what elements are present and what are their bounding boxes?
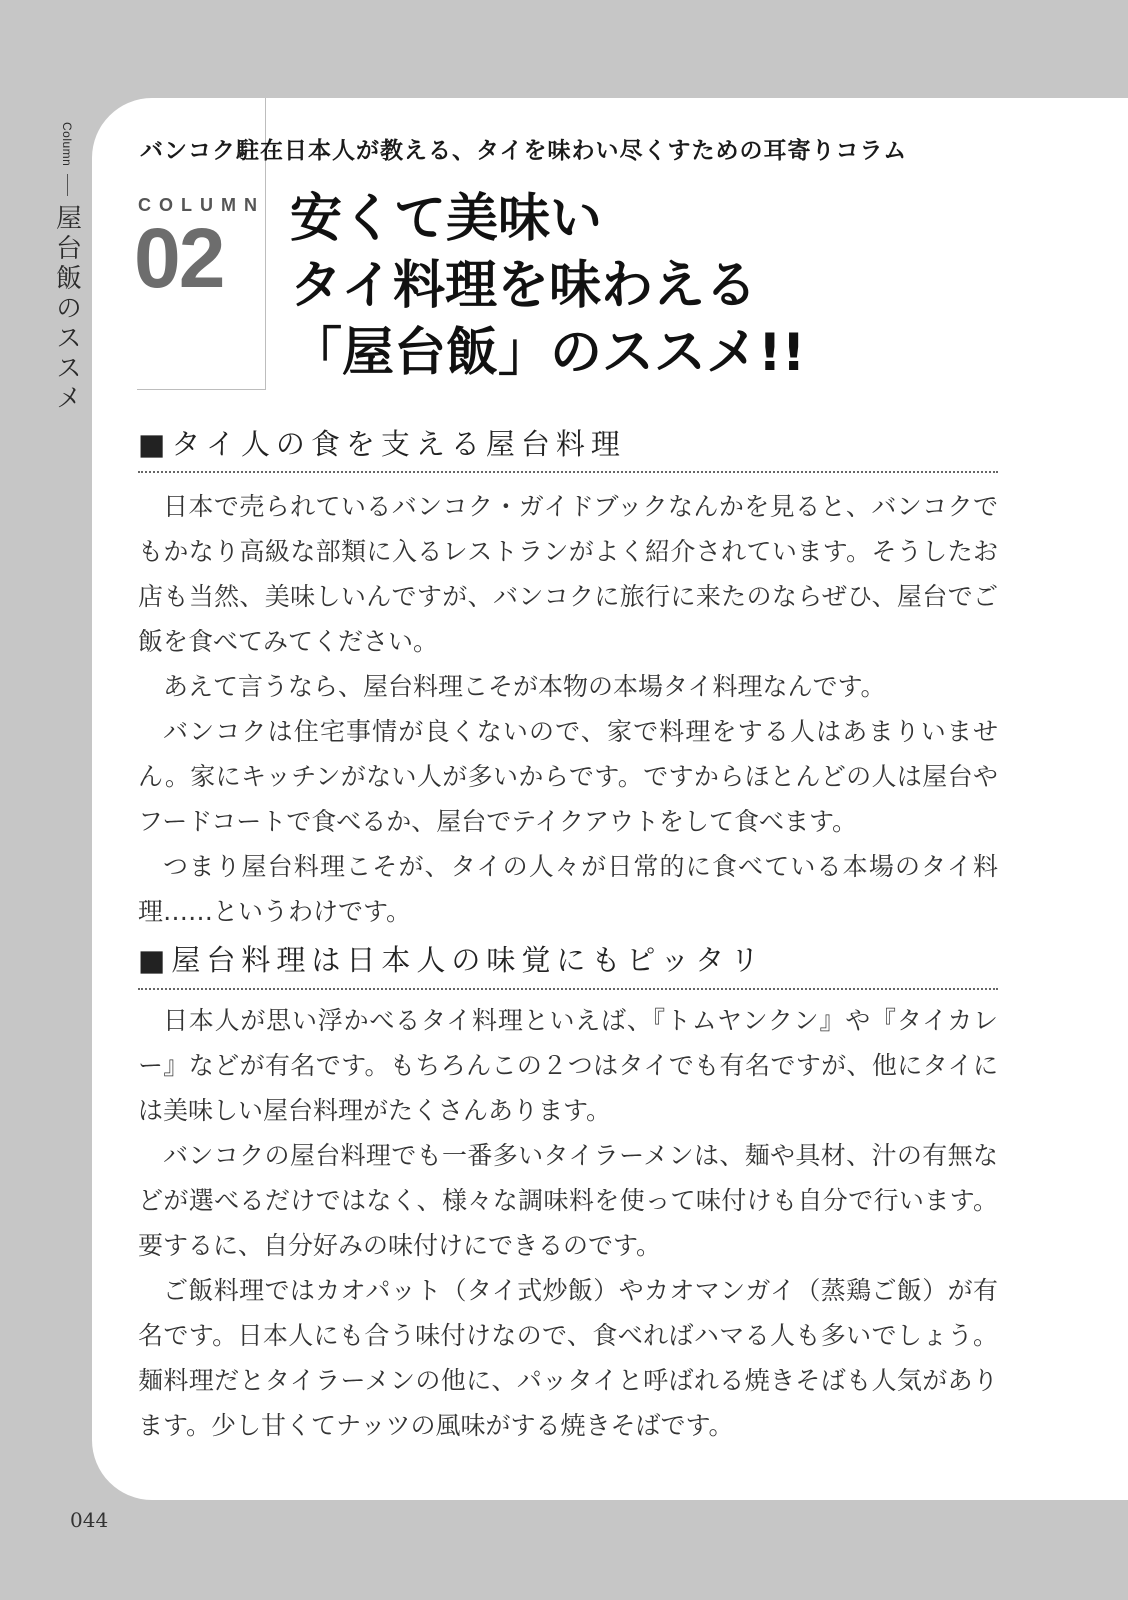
side-running-head — [52, 122, 82, 414]
title-line: 「屋台飯」のススメ!! — [290, 323, 806, 383]
title-line: タイ料理を味わえる — [290, 256, 757, 316]
body-paragraph: つまり屋台料理こそが、タイの人々が日常的に食べている本場のタイ料理……というわけです。 — [138, 852, 998, 926]
body-paragraph: あえて言うなら、屋台料理こそが本物の本場タイ料理なんです。 — [163, 672, 886, 701]
side-label-en: Column — [60, 122, 74, 167]
title-line: 安くて美味い — [290, 189, 603, 249]
column-title — [290, 186, 805, 387]
column-subtitle: バンコク駐在日本人が教える、タイを味わい尽くすための耳寄りコラム — [140, 138, 908, 164]
side-label-jp: 屋台飯のススメ — [51, 204, 82, 415]
section-divider — [138, 471, 998, 473]
section-heading: ■タイ人の食を支える屋台料理 — [138, 427, 626, 461]
section-heading: ■屋台料理は日本人の味覚にもピッタリ — [138, 943, 766, 977]
body-paragraph: 日本で売られているバンコク・ガイドブックなんかを見ると、バンコクでもかなり高級な部類に入るレストランがよく紹介されています。そうしたお店も当然、美味しいんですが、バンコクに旅行に来たのならぜひ、屋台でご飯を食べてみてください。 — [138, 492, 998, 656]
section-body — [138, 484, 998, 934]
section-body — [138, 998, 998, 1448]
column-label: COLUMN — [138, 195, 265, 215]
side-divider — [67, 174, 68, 196]
body-paragraph: 日本人が思い浮かべるタイ料理といえば、『トムヤンクン』や『タイカレー』などが有名です。もちろんこの２つはタイでも有名ですが、他にタイには美味しい屋台料理がたくさんあります。 — [138, 1006, 998, 1125]
section-divider — [138, 988, 998, 990]
column-number: 02 — [134, 211, 224, 305]
body-paragraph: ご飯料理ではカオパット（タイ式炒飯）やカオマンガイ（蒸鶏ご飯）が有名です。日本人にも合う味付けなので、食べればハマる人も多いでしょう。麺料理だとタイラーメンの他に、パッタイと呼ばれる焼きそばも人気があります。少し甘くてナッツの風味がする焼きそばです。 — [138, 1276, 998, 1440]
body-paragraph: バンコクは住宅事情が良くないので、家で料理をする人はあまりいません。家にキッチンがない人が多いからです。ですからほとんどの人は屋台やフードコートで食べるか、屋台でテイクアウトをして食べます。 — [138, 717, 998, 836]
header-horizontal-rule — [137, 389, 266, 390]
page-number: 044 — [70, 1508, 109, 1532]
body-paragraph: バンコクの屋台料理でも一番多いタイラーメンは、麺や具材、汁の有無などが選べるだけではなく、様々な調味料を使って味付けも自分で行います。要するに、自分好みの味付けにできるのです。 — [138, 1141, 998, 1260]
